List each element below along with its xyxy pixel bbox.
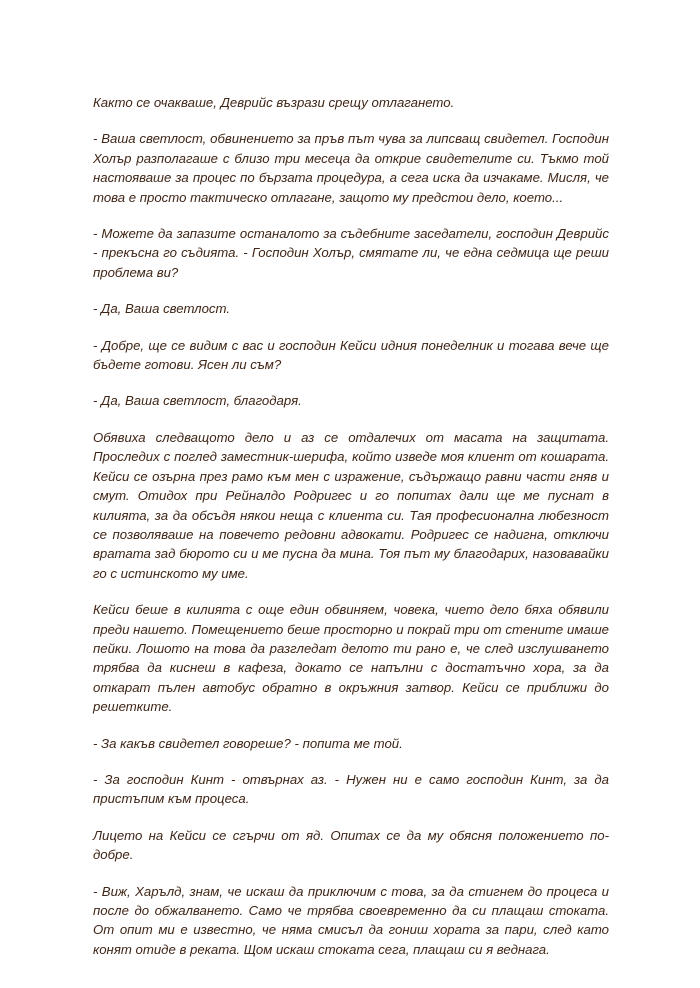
paragraph: - Можете да запазите останалото за съдебните заседатели, господин Деврийс - прекъсна го съдията. - Господин Холър, смятате ли, че една седмица ще реши проблема ви? [93,226,609,280]
paragraph: Както се очакваше, Деврийс възрази срещу отлагането. [93,95,455,110]
paragraph: - За господин Кинт - отвърнах аз. - Нужен ни е само господин Кинт, за да пристъпим към процеса. [93,771,609,807]
document-body [93,93,609,976]
paragraph: - Добре, ще се видим с вас и господин Кейси идния понеделник и тогава вече ще бъдете готови. Ясен ли съм? [93,337,609,373]
paragraph: Обявиха следващото дело и аз се отдалечих от масата на защитата. Проследих с поглед заместник-шерифа, който изведе моя клиент от кошарата. Кейси се озърна през рамо към мен с изражение, съдържащо равни части гняв и смут. Отидох при Рейналдо Родригес и го попитах дали ще ме пуснат в килията, за да обсъдя някои неща с клиента си. Тая професионална любезност се позволяваше на повечето редовни адвокати. Родригес се надигна, отключи вратата зад бюрото си и ме пусна да мина. Тоя път му благодарих, назовавайки го с истинското му име. [93,429,609,581]
paragraph: - Ваша светлост, обвинението за пръв път чува за липсващ свидетел. Господин Холър разполагаше с близо три месеца да открие свидетелите си. Тъкмо той настояваше за процес по бързата процедура, а сега иска да изчакаме. Мисля, че това е просто тактическо отлагане, защото му предстои дело, което... [93,131,609,205]
paragraph: Кейси беше в килията с още един обвиняем, човека, чието дело бяха обявили преди нашето. Помещението беше просторно и покрай три от стените имаше пейки. Лошото на това да разгледат делото ти рано е, че след изслушването трябва да киснеш в кафеза, докато се напълни с достатъчно хора, за да откарат пълен автобус обратно в окръжния затвор. Кейси се приближи до решетките. [93,602,609,715]
paragraph: - Да, Ваша светлост. [93,301,231,317]
paragraph: - Виж, Харълд, знам, че искаш да приключим с това, за да стигнем до процеса и после до обжалването. Само че трябва своевременно да си плащаш стоката. От опит ми е известно, че няма смисъл да гониш хората за пари, след като конят отиде в реката. Щом искаш стоката сега, плащаш си я веднага. [93,883,609,957]
paragraph: - Да, Ваша светлост, благодаря. [93,393,302,409]
paragraph: - За какъв свидетел говореше? - попита ме той. [93,735,403,751]
paragraph: Лицето на Кейси се сгърчи от яд. Опитах се да му обясня положението по-добре. [93,827,609,863]
